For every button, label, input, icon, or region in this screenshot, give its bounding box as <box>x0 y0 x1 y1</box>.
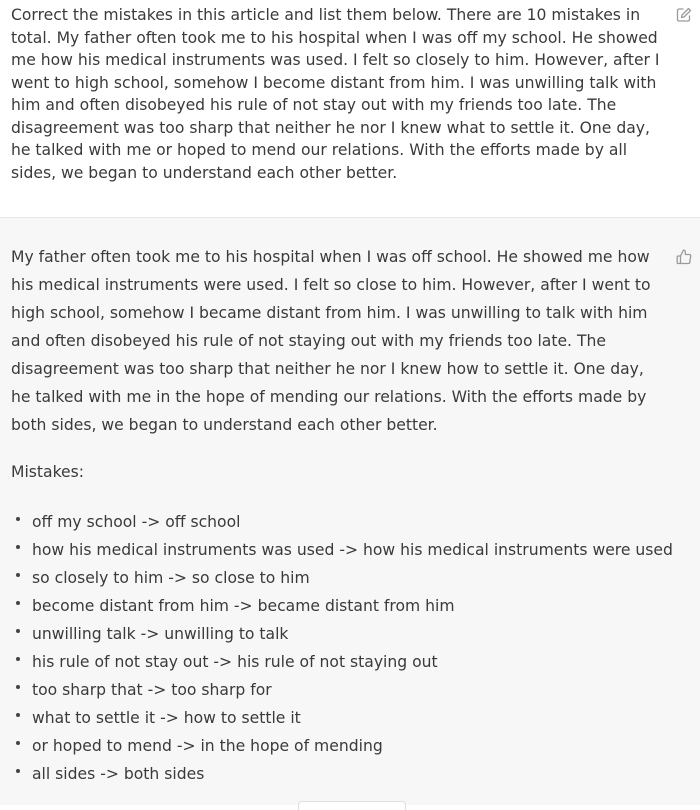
mistake-item <box>0 564 700 592</box>
mistake-item <box>0 620 700 648</box>
thumbs-up-icon <box>675 248 693 266</box>
input-area-edge <box>298 801 406 810</box>
mistake-text: or hoped to mend -> in the hope of mending <box>32 737 383 755</box>
mistake-text: how his medical instruments was used -> how his medical instruments were used <box>32 541 673 559</box>
mistakes-heading: Mistakes: <box>11 463 85 481</box>
mistake-item <box>0 536 700 564</box>
bullet-dot <box>16 629 20 633</box>
mistake-text: become distant from him -> became distant from him <box>32 597 455 615</box>
mistake-item <box>0 676 700 704</box>
mistakes-list <box>0 508 700 788</box>
bullet-dot <box>16 601 20 605</box>
bullet-dot <box>16 545 20 549</box>
mistake-item <box>0 508 700 536</box>
mistake-text: all sides -> both sides <box>32 765 205 783</box>
assistant-message <box>0 218 700 805</box>
bullet-dot <box>16 573 20 577</box>
user-message-text: Correct the mistakes in this article and list them below. There are 10 mistakes in total. My father often took me to his hospital when I was off my school. He showed me how his medical instruments was used. I felt so closely to him. However, after I went to high school, somehow I become distant from him. I was unwilling talk with him and often disobeyed his rule of not stay out with my friends too late. The disagreement was too sharp that neither he nor I knew what to settle it. One day, he talked with me or hoped to mend our relations. With the efforts made by all sides, we began to understand each other better. <box>11 6 660 182</box>
mistake-text: too sharp that -> too sharp for <box>32 681 272 699</box>
edit-icon <box>675 6 693 24</box>
mistake-item <box>0 648 700 676</box>
bullet-dot <box>16 685 20 689</box>
mistake-item <box>0 732 700 760</box>
mistake-item <box>0 704 700 732</box>
bullet-dot <box>16 769 20 773</box>
bullet-dot <box>16 517 20 521</box>
mistake-text: unwilling talk -> unwilling to talk <box>32 625 289 643</box>
mistake-text: what to settle it -> how to settle it <box>32 709 301 727</box>
mistake-text: his rule of not stay out -> his rule of not staying out <box>32 653 438 671</box>
mistake-text: off my school -> off school <box>32 513 241 531</box>
mistake-text: so closely to him -> so close to him <box>32 569 310 587</box>
bullet-dot <box>16 657 20 661</box>
mistake-item <box>0 592 700 620</box>
mistake-item <box>0 760 700 788</box>
user-message <box>0 0 700 218</box>
bullet-dot <box>16 713 20 717</box>
edit-message-button[interactable] <box>675 6 693 24</box>
thumbs-up-button[interactable] <box>675 248 693 266</box>
bullet-dot <box>16 741 20 745</box>
corrected-article-text: My father often took me to his hospital when I was off school. He showed me how his medical instruments were used. I felt so close to him. However, after I went to high school, somehow I became distant from him. I was unwilling to talk with him and often disobeyed his rule of not staying out with my friends too late. The disagreement was too sharp that neither he nor I knew how to settle it. One day, he talked with me in the hope of mending our relations. With the efforts made by both sides, we began to understand each other better. <box>11 248 651 434</box>
